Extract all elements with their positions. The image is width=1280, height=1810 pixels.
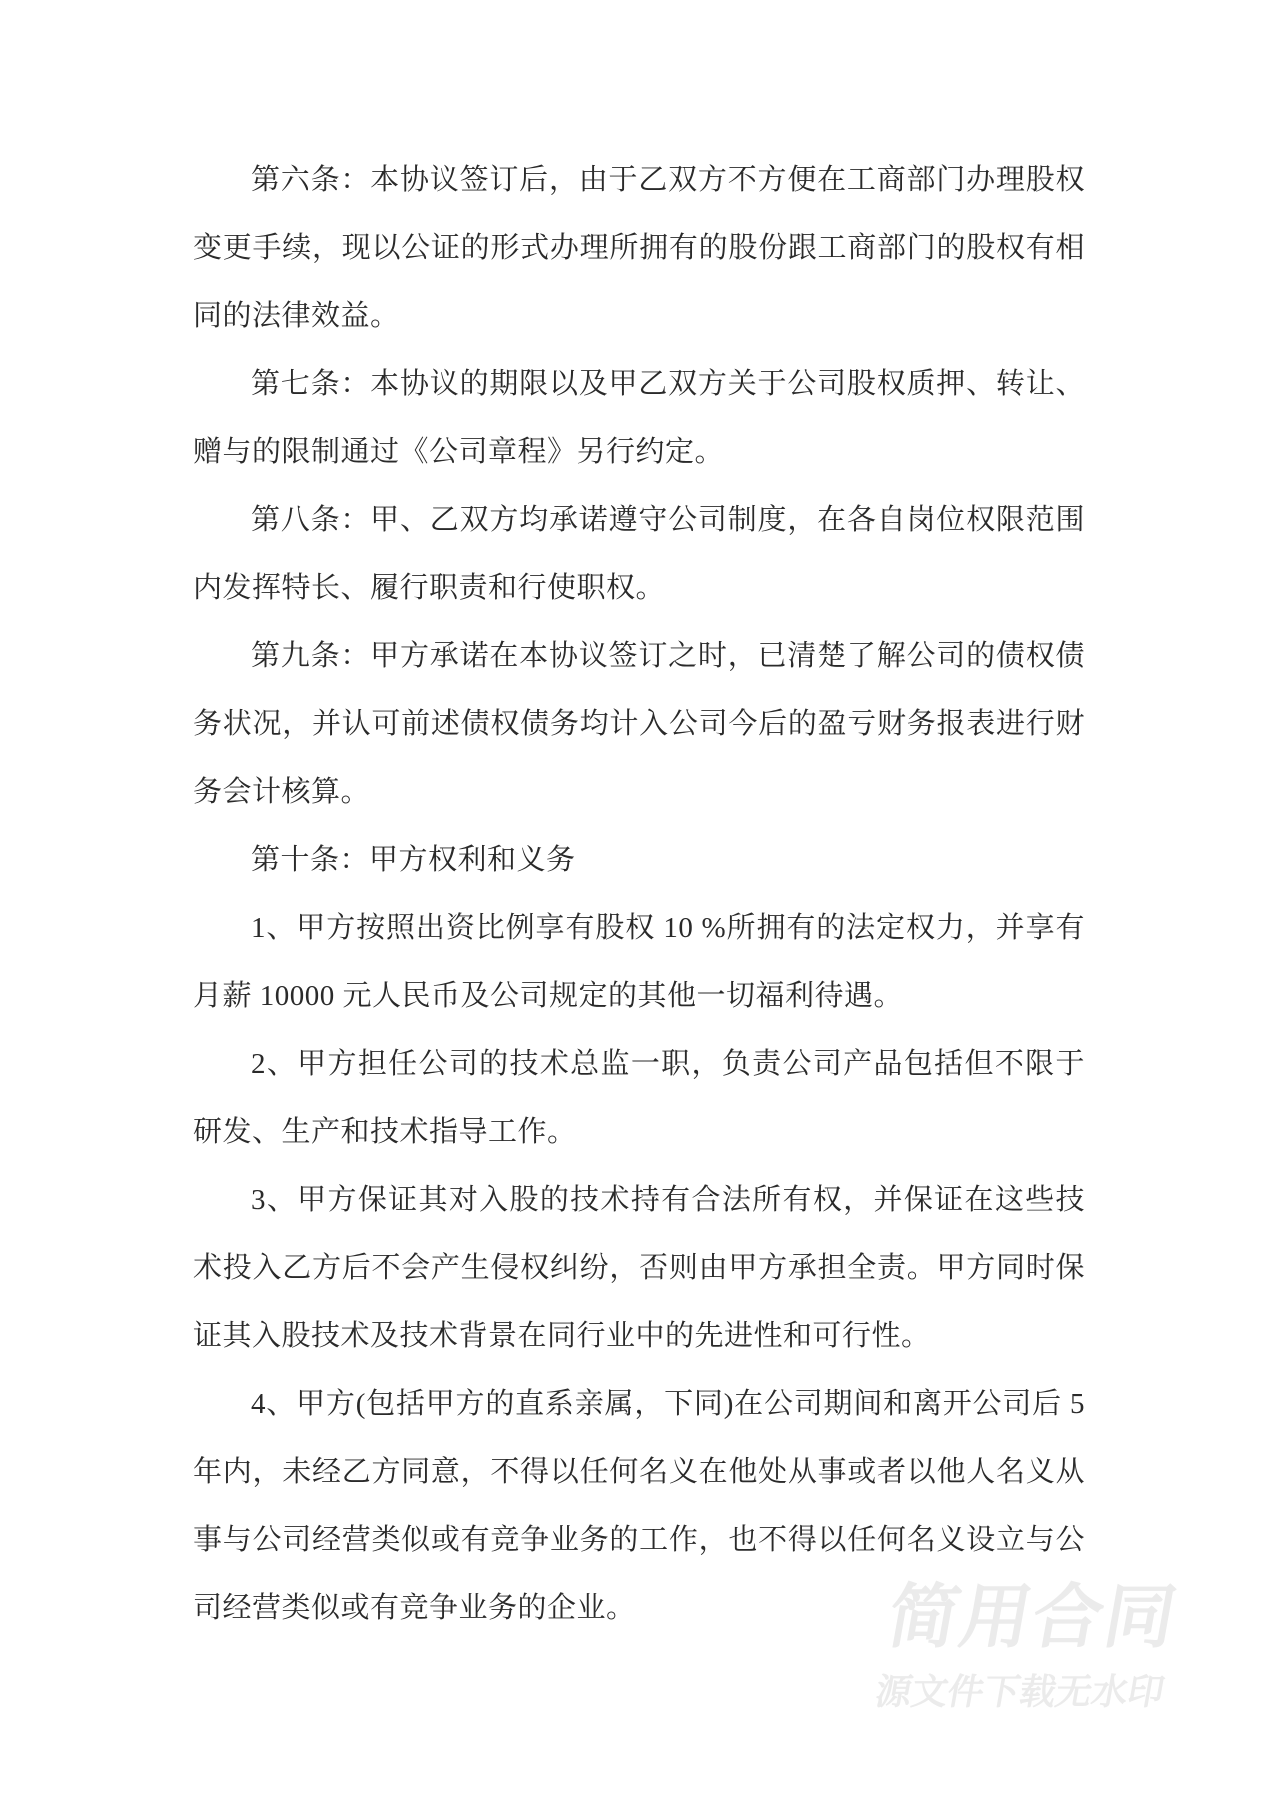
watermark-tagline: 源文件下载无水印 (872, 1671, 1168, 1712)
contract-paragraph-article-7: 第七条：本协议的期限以及甲乙双方关于公司股权质押、转让、赠与的限制通过《公司章程》另行约定。 (193, 368, 1085, 468)
watermark-logo-text: 简用合同 (882, 1578, 1184, 1656)
contract-paragraph-article-10-item-4: 4、甲方(包括甲方的直系亲属，下同)在公司期间和离开公司后 5 年内，未经乙方同意，不得以任何名义在他处从事或者以他人名义从事与公司经营类似或有竞争业务的工作，也不得以任何名义设立与公司经营类似或有竞争业务的企业。 (193, 1388, 1085, 1624)
contract-body (193, 146, 1085, 1642)
contract-paragraph-article-8: 第八条：甲、乙双方均承诺遵守公司制度，在各自岗位权限范围内发挥特长、履行职责和行使职权。 (193, 504, 1085, 604)
contract-paragraph-article-10-item-2: 2、甲方担任公司的技术总监一职，负责公司产品包括但不限于研发、生产和技术指导工作。 (193, 1048, 1085, 1148)
contract-paragraph-article-10-item-3: 3、甲方保证其对入股的技术持有合法所有权，并保证在这些技术投入乙方后不会产生侵权纠纷，否则由甲方承担全责。甲方同时保证其入股技术及技术背景在同行业中的先进性和可行性。 (193, 1184, 1085, 1352)
contract-paragraph-article-9: 第九条：甲方承诺在本协议签订之时，已清楚了解公司的债权债务状况，并认可前述债权债务均计入公司今后的盈亏财务报表进行财务会计核算。 (193, 640, 1085, 808)
contract-paragraph-article-6: 第六条：本协议签订后，由于乙双方不方便在工商部门办理股权变更手续，现以公证的形式办理所拥有的股份跟工商部门的股权有相同的法律效益。 (193, 164, 1085, 332)
contract-paragraph-article-10-item-1: 1、甲方按照出资比例享有股权 10 %所拥有的法定权力，并享有月薪 10000 元人民币及公司规定的其他一切福利待遇。 (193, 912, 1085, 1012)
contract-paragraph-article-10-heading: 第十条：甲方权利和义务 (251, 844, 576, 876)
